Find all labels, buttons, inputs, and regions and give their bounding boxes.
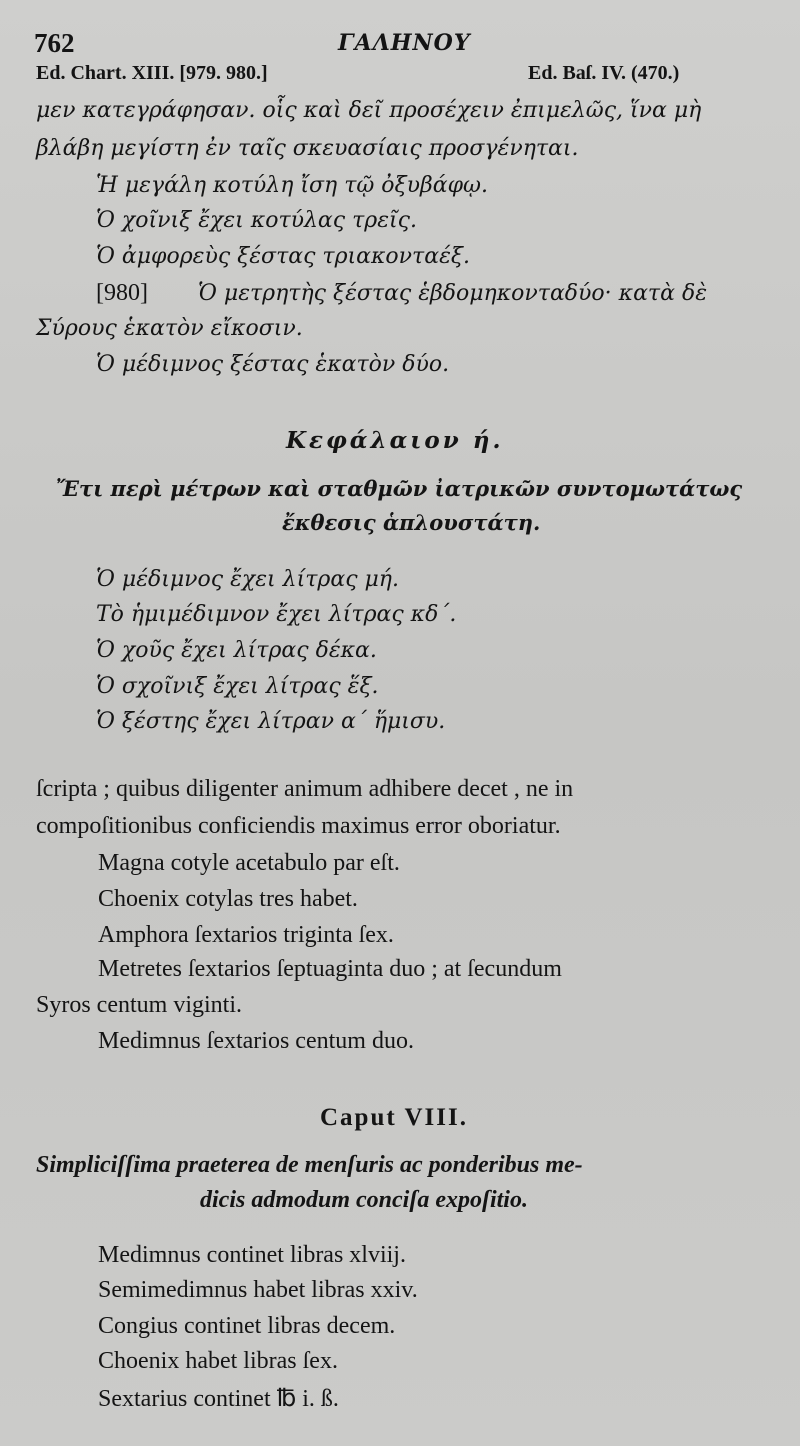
latin-chapter-heading: Caput VIII. [320, 1104, 468, 1131]
latin-weight-line: Medimnus continet libras xlviij. [98, 1242, 406, 1268]
greek-measure-line: Ὁ μετρητὴς ξέστας ἑβδομηκονταδύο· κατὰ δὲ [198, 281, 708, 306]
edition-reference-left: Ed. Chart. XIII. [979. 980.] [36, 62, 268, 84]
latin-weight-line: Sextarius continet ℔ i. ß. [98, 1386, 339, 1412]
latin-measure-line: Magna cotyle acetabulo par eſt. [98, 850, 400, 876]
greek-measure-line: Ὁ χοῖνιξ ἔχει κοτύλας τρεῖς. [96, 208, 417, 233]
latin-measure-line: Syros centum viginti. [36, 992, 242, 1018]
greek-weight-line: Ὁ μέδιμνος ἔχει λίτρας μή. [96, 567, 399, 592]
edition-reference-right: Ed. Baſ. IV. (470.) [528, 62, 680, 84]
greek-weight-line: Ὁ ξέστης ἔχει λίτραν α΄ ἥμισυ. [96, 709, 446, 734]
page-marker: [980] [96, 280, 148, 306]
greek-intro-line: βλάβη μεγίστη ἐν ταῖς σκευασίαις προσγένηται. [36, 136, 579, 161]
greek-chapter-subtitle: Ἔτι περὶ μέτρων καὶ σταθμῶν ἰατρικῶν συντομωτάτως [56, 476, 743, 501]
latin-weight-line: Congius continet libras decem. [98, 1313, 396, 1339]
latin-measure-line: Medimnus ſextarios centum duo. [98, 1028, 414, 1054]
greek-weight-line: Ὁ σχοῖνιξ ἔχει λίτρας ἕξ. [96, 674, 379, 699]
latin-measure-line: Choenix cotylas tres habet. [98, 886, 358, 912]
latin-weight-line: Choenix habet libras ſex. [98, 1348, 338, 1374]
latin-chapter-subtitle: Simpliciſſima praeterea de menſuris ac ponderibus me- [36, 1152, 583, 1178]
greek-intro-line: μεν κατεγράφησαν. οἷς καὶ δεῖ προσέχειν ἐπιμελῶς, ἵνα μὴ [36, 98, 702, 123]
running-title: ΓΑΛΗΝΟΥ [338, 30, 471, 56]
greek-measure-line: Ὁ μέδιμνος ξέστας ἑκατὸν δύο. [96, 352, 450, 377]
page-number: 762 [34, 28, 75, 58]
greek-measure-line: Ὁ ἀμφορεὺς ξέστας τριακονταέξ. [96, 244, 470, 269]
latin-intro-line: compoſitionibus conficiendis maximus error oboriatur. [36, 813, 561, 839]
greek-chapter-subtitle: ἔκθεσις ἁπλουστάτη. [282, 510, 541, 535]
latin-weight-line: Semimedimnus habet libras xxiv. [98, 1277, 418, 1303]
greek-measure-line: Σύρους ἑκατὸν εἴκοσιν. [36, 316, 303, 341]
latin-measure-line: Metretes ſextarios ſeptuaginta duo ; at ſecundum [98, 956, 562, 982]
greek-measure-line: Ἡ μεγάλη κοτύλη ἴση τῷ ὀξυβάφῳ. [96, 173, 488, 198]
latin-measure-line: Amphora ſextarios triginta ſex. [98, 922, 394, 948]
greek-chapter-heading: Κεφάλαιον ή. [286, 427, 504, 454]
latin-chapter-subtitle: dicis admodum conciſa expoſitio. [200, 1187, 528, 1213]
greek-weight-line: Τὸ ἡμιμέδιμνον ἔχει λίτρας κδ΄. [96, 602, 457, 627]
latin-intro-line: ſcripta ; quibus diligenter animum adhibere decet , ne in [36, 776, 574, 802]
greek-weight-line: Ὁ χοῦς ἔχει λίτρας δέκα. [96, 638, 377, 663]
